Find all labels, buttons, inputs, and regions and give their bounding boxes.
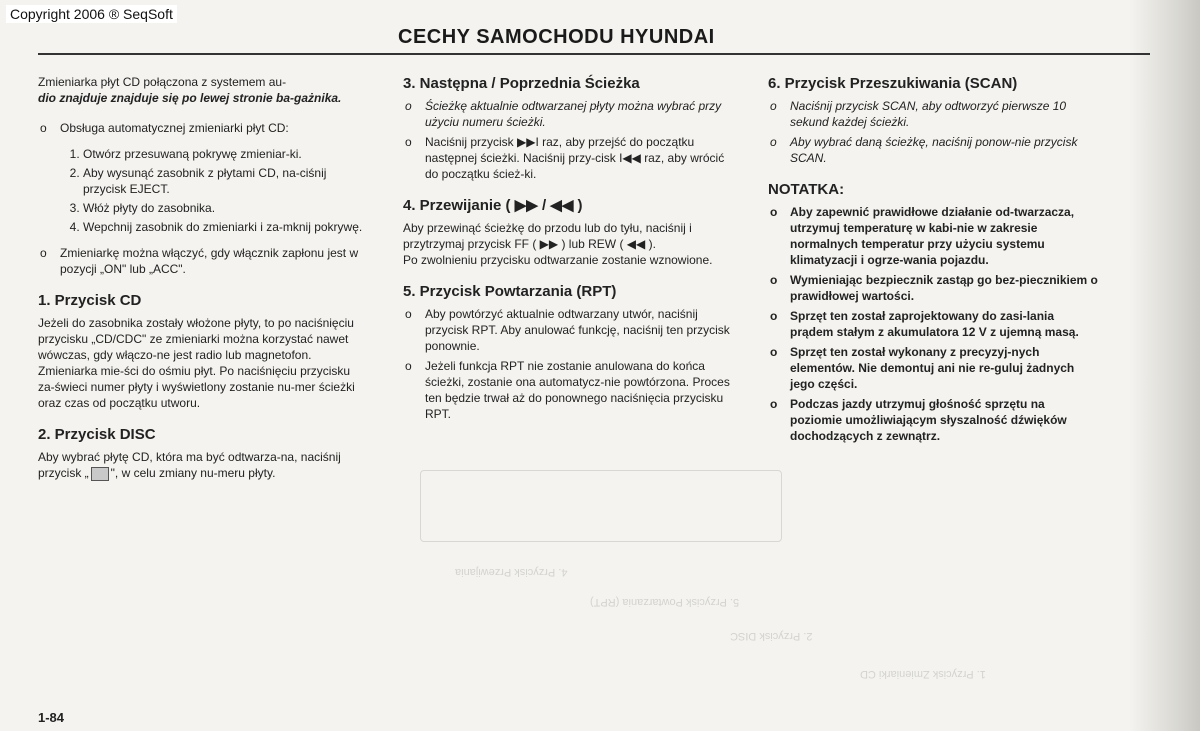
section-disc-button bbox=[38, 425, 368, 481]
section-text: Jeżeli do zasobnika zostały włożone płyty, to po naciśnięciu przycisku „CD/CDC" ze zmieniarki można korzystać nawet wówczas, gdy włączo-ne jest radio lub magnetofon. Zmieniarka mie-ści do ośmiu płyt. Po naciśnięciu przycisku za-świeci numer płyty i wyświetlony zostanie nu-mer ścieżki oraz czas od początku utworu. bbox=[38, 316, 355, 410]
bullet-item: o Jeżeli funkcja RPT nie zostanie anulowana do końca ścieżki, zostanie ona automatycz-nie powtórzona. Proces ten będzie trwał aż do ponownego naciśnięcia przycisku RPT. bbox=[403, 358, 733, 422]
column-1 bbox=[38, 74, 368, 495]
section-cd-button bbox=[38, 291, 368, 411]
note-item: o Wymieniając bezpiecznik zastąp go bez-piecznikiem o prawidłowej wartości. bbox=[768, 272, 1098, 304]
intro-line-1: Zmieniarka płyt CD połączona z systemem au- bbox=[38, 75, 287, 89]
section-title: 6. Przycisk Przeszukiwania (SCAN) bbox=[768, 75, 1018, 92]
step-item: 3. Włóż płyty do zasobnika. bbox=[83, 200, 368, 216]
disc-text-part-2: ", w celu zmiany nu-meru płyty. bbox=[110, 466, 276, 480]
section-repeat bbox=[403, 282, 733, 422]
note-title: NOTATKA: bbox=[768, 181, 845, 198]
note-item: o Aby zapewnić prawidłowe działanie od-twarzacza, utrzymuj temperaturę w kabi-nie w zakresie normalnych temperatur przy użyciu systemu klimatyzacji i ogrze-wania pojazdu. bbox=[768, 204, 1098, 268]
section-title: 2. Przycisk DISC bbox=[38, 426, 156, 443]
steps-list bbox=[38, 146, 368, 235]
step-item: 1. Otwórz przesuwaną pokrywę zmieniar-ki. bbox=[83, 146, 368, 162]
section-note bbox=[768, 180, 1098, 444]
section-title: 5. Przycisk Powtarzania (RPT) bbox=[403, 283, 617, 300]
section-scan bbox=[768, 74, 1098, 166]
section-track-select bbox=[403, 74, 733, 182]
note-item: o Sprzęt ten został wykonany z precyzyj-nych elementów. Nie demontuj ani nie re-guluj żadnych jego części. bbox=[768, 344, 1098, 392]
page-edge-shadow bbox=[1130, 0, 1200, 731]
section-text: Po zwolnieniu przycisku odtwarzanie zostanie wznowione. bbox=[403, 253, 713, 267]
section-text bbox=[38, 449, 368, 481]
page-number: 1-84 bbox=[38, 710, 65, 725]
disc-text-part-1: Aby wybrać płytę CD, która ma być odtwarza-na, naciśnij przycisk „ bbox=[38, 450, 341, 480]
section-title: 1. Przycisk CD bbox=[38, 292, 142, 309]
copyright-notice: Copyright 2006 ® SeqSoft bbox=[6, 5, 177, 23]
bullet-item: o Naciśnij przycisk ▶▶I raz, aby przejść do początku następnej ścieżki. Naciśnij przy-cisk I◀◀ raz, aby wrócić do początku ścież-ki. bbox=[403, 134, 733, 182]
step-item: 4. Wepchnij zasobnik do zmieniarki i za-mknij pokrywę. bbox=[83, 219, 368, 235]
section-title: 3. Następna / Poprzednia Ścieżka bbox=[403, 75, 640, 92]
bleed-through-label-1: 4. Przycisk Przewijania bbox=[455, 566, 568, 578]
bleed-through-panel bbox=[420, 470, 782, 542]
bullet-power: o Zmieniarkę można włączyć, gdy włącznik zapłonu jest w pozycji „ON" lub „ACC". bbox=[38, 245, 368, 277]
bleed-through-label-4: 1. Przycisk Zmieniarki CD bbox=[860, 668, 986, 680]
step-item: 2. Aby wysunąć zasobnik z płytami CD, na-ciśnij przycisk EJECT. bbox=[83, 165, 368, 197]
bleed-through-label-3: 2. Przycisk DISC bbox=[730, 630, 813, 642]
section-fast-forward bbox=[403, 196, 733, 268]
column-3 bbox=[768, 74, 1098, 458]
bullet-item: o Aby wybrać daną ścieżkę, naciśnij ponow-nie przycisk SCAN. bbox=[768, 134, 1098, 166]
disc-button-icon bbox=[91, 467, 109, 481]
bullet-item: o Naciśnij przycisk SCAN, aby odtworzyć pierwsze 10 sekund każdej ścieżki. bbox=[768, 98, 1098, 130]
bullet-usage: o Obsługa automatycznej zmieniarki płyt CD: bbox=[38, 120, 368, 136]
note-item: o Sprzęt ten został zaprojektowany do zasi-lania prądem stałym z akumulatora 12 V z ujemną masą. bbox=[768, 308, 1098, 340]
section-title: 4. Przewijanie ( ▶▶ / ◀◀ ) bbox=[403, 197, 583, 214]
intro-line-2: dio znajduje znajduje się po lewej stronie ba-gażnika. bbox=[38, 91, 342, 105]
header-rule bbox=[38, 53, 1150, 55]
bullet-item: o Ścieżkę aktualnie odtwarzanej płyty można wybrać przy użyciu numeru ścieżki. bbox=[403, 98, 733, 130]
page-title: CECHY SAMOCHODU HYUNDAI bbox=[398, 26, 715, 48]
note-item: o Podczas jazdy utrzymuj głośność sprzętu na poziomie umożliwiającym słyszalność dźwięków dochodzących z zewnątrz. bbox=[768, 396, 1098, 444]
section-text: Aby przewinąć ścieżkę do przodu lub do tyłu, naciśnij i przytrzymaj przycisk FF ( ▶▶ ) lub REW ( ◀◀ ). bbox=[403, 221, 692, 251]
bleed-through-label-2: 5. Przycisk Powtarzania (RPT) bbox=[590, 596, 740, 608]
column-2 bbox=[403, 74, 733, 436]
bullet-item: o Aby powtórzyć aktualnie odtwarzany utwór, naciśnij przycisk RPT. Aby anulować funkcję, naciśnij ten przycisk ponownie. bbox=[403, 306, 733, 354]
